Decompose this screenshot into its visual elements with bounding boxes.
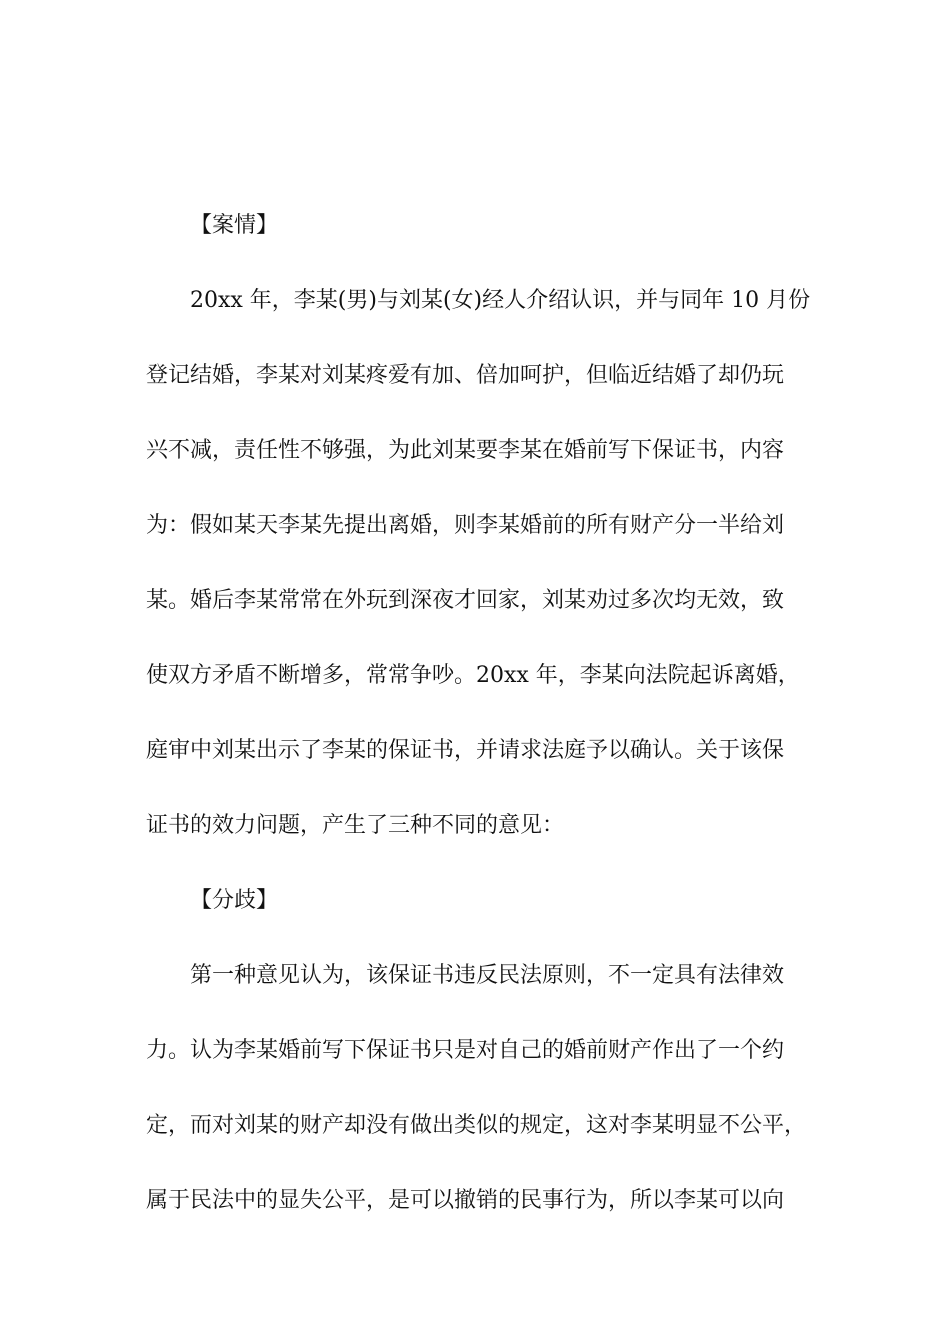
paragraph-line: 庭审中刘某出示了李某的保证书，并请求法庭予以确认。关于该保 xyxy=(146,738,785,763)
paragraph-line: 20xx 年，李某(男)与刘某(女)经人介绍认识，并与同年 10 月份 xyxy=(190,288,811,313)
paragraph-line: 使双方矛盾不断增多，常常争吵。20xx 年，李某向法院起诉离婚， xyxy=(146,663,800,688)
paragraph-line: 属于民法中的显失公平，是可以撤销的民事行为，所以李某可以向 xyxy=(146,1188,785,1213)
paragraph-line: 力。认为李某婚前写下保证书只是对自己的婚前财产作出了一个约 xyxy=(146,1038,785,1063)
paragraph-line: 证书的效力问题，产生了三种不同的意见： xyxy=(146,813,565,838)
paragraph-line: 登记结婚，李某对刘某疼爱有加、倍加呵护，但临近结婚了却仍玩 xyxy=(146,363,785,388)
paragraph-line: 某。婚后李某常常在外玩到深夜才回家，刘某劝过多次均无效，致 xyxy=(146,588,785,613)
section-heading-case: 【案情】 xyxy=(190,213,279,238)
paragraph-line: 为：假如某天李某先提出离婚，则李某婚前的所有财产分一半给刘 xyxy=(146,513,785,538)
paragraph-line: 第一种意见认为，该保证书违反民法原则，不一定具有法律效 xyxy=(190,963,785,988)
document-body xyxy=(146,204,826,1254)
paragraph-line: 兴不减，责任性不够强，为此刘某要李某在婚前写下保证书，内容 xyxy=(146,438,785,463)
section-heading-disagreement: 【分歧】 xyxy=(190,888,279,913)
paragraph-line: 定，而对刘某的财产却没有做出类似的规定，这对李某明显不公平， xyxy=(146,1113,807,1138)
